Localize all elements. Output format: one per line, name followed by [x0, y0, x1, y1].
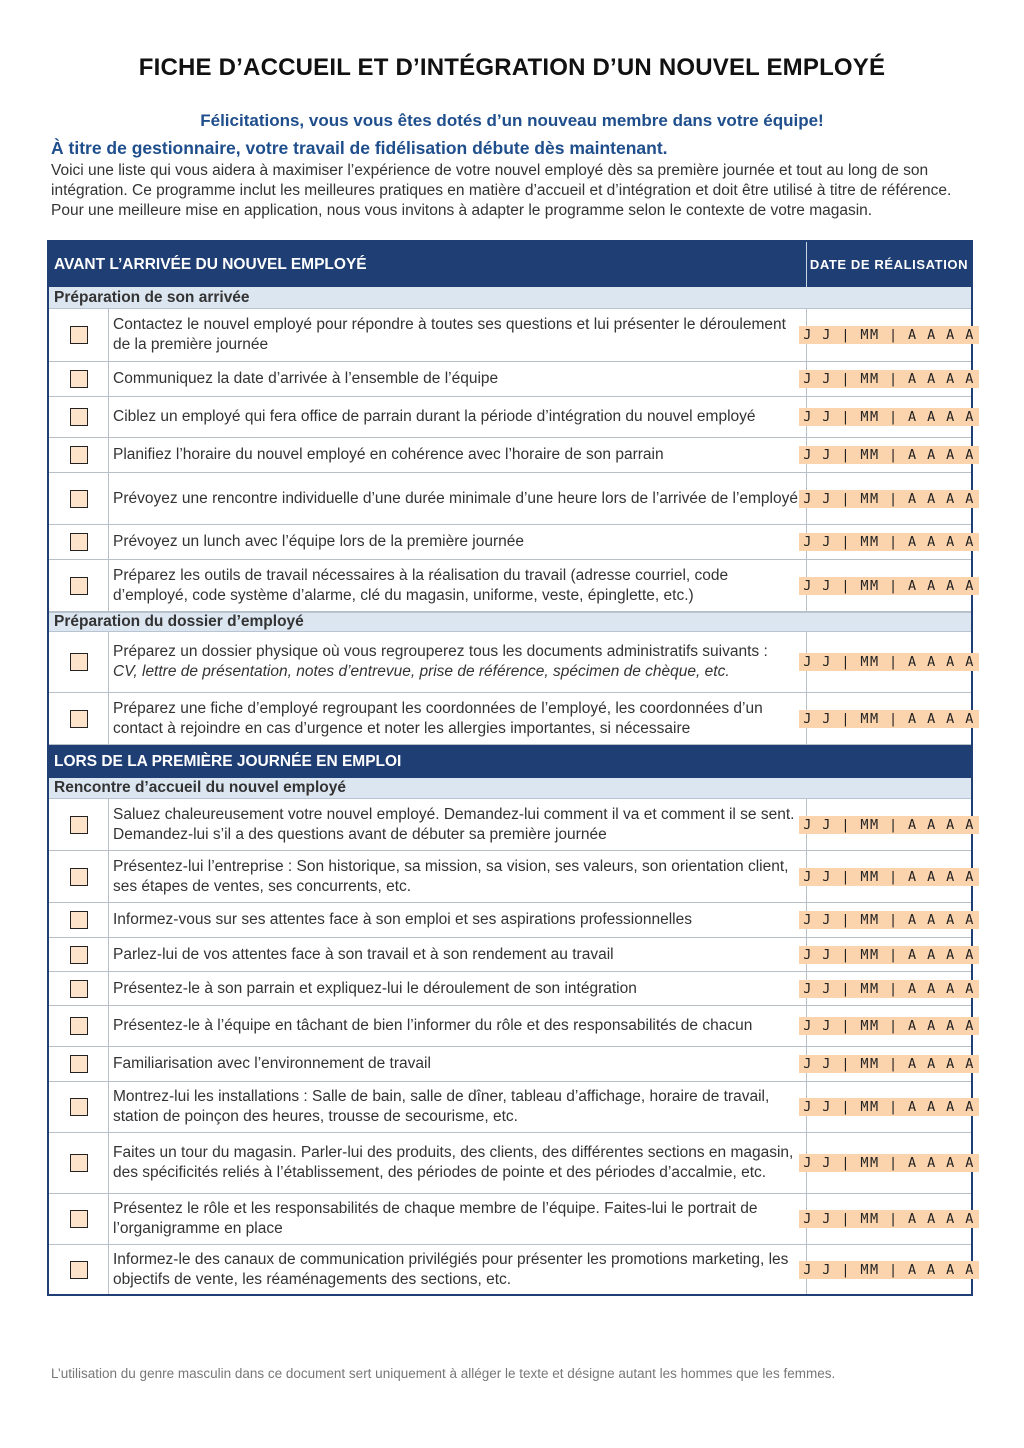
item-text: Parlez-lui de vos attentes face à son travail et à son rendement au travail	[109, 938, 807, 971]
date-field[interactable]: J J | MM | A A A A	[799, 370, 979, 388]
date-field[interactable]: J J | MM | A A A A	[799, 710, 979, 728]
section-title: LORS DE LA PREMIÈRE JOURNÉE EN EMPLOI	[54, 752, 402, 770]
manager-heading: À titre de gestionnaire, votre travail de fidélisation débute dès maintenant.	[51, 138, 668, 158]
section-header-before-arrival	[49, 242, 971, 287]
page-title: FICHE D’ACCUEIL ET D’INTÉGRATION D’UN NOUVEL EMPLOYÉ	[138, 54, 886, 81]
section-title: AVANT L’ARRIVÉE DU NOUVEL EMPLOYÉ	[54, 255, 367, 273]
checklist-item	[49, 1006, 975, 1047]
checklist-item	[49, 903, 975, 938]
checklist-item	[49, 362, 975, 397]
checkbox[interactable]	[70, 1098, 88, 1116]
checkbox[interactable]	[70, 1154, 88, 1172]
checkbox[interactable]	[70, 1017, 88, 1035]
checklist-item	[49, 560, 975, 612]
item-text: Planifiez l’horaire du nouvel employé en cohérence avec l’horaire de son parrain	[109, 438, 807, 472]
item-text: Prévoyez une rencontre individuelle d’une durée minimale d’une heure lors de l’arrivée de l’employé	[109, 473, 807, 524]
checklist-item	[49, 397, 975, 438]
date-field[interactable]: J J | MM | A A A A	[799, 1154, 979, 1172]
checklist-item	[49, 1133, 975, 1194]
checkbox[interactable]	[70, 1210, 88, 1228]
date-field[interactable]: J J | MM | A A A A	[799, 816, 979, 834]
date-field[interactable]: J J | MM | A A A A	[799, 980, 979, 998]
date-column-header: DATE DE RÉALISATION	[806, 242, 971, 287]
checklist-item	[49, 632, 975, 693]
item-text: Présentez le rôle et les responsabilités de chaque membre de l’équipe. Faites-lui le portrait de l’organigramme en place	[109, 1194, 807, 1244]
checkbox[interactable]	[70, 490, 88, 508]
item-text: Communiquez la date d’arrivée à l’ensemble de l’équipe	[109, 362, 807, 396]
date-field[interactable]: J J | MM | A A A A	[799, 490, 979, 508]
date-field[interactable]: J J | MM | A A A A	[799, 911, 979, 929]
checklist-item	[49, 851, 975, 903]
checkbox[interactable]	[70, 868, 88, 886]
checkbox[interactable]	[70, 946, 88, 964]
item-text: Ciblez un employé qui fera office de parrain durant la période d’intégration du nouvel employé	[109, 397, 807, 437]
date-field[interactable]: J J | MM | A A A A	[799, 326, 979, 344]
checklist-item	[49, 693, 975, 745]
date-field[interactable]: J J | MM | A A A A	[799, 408, 979, 426]
date-field[interactable]: J J | MM | A A A A	[799, 533, 979, 551]
checkbox[interactable]	[70, 710, 88, 728]
date-field[interactable]: J J | MM | A A A A	[799, 946, 979, 964]
checkbox[interactable]	[70, 816, 88, 834]
date-field[interactable]: J J | MM | A A A A	[799, 446, 979, 464]
item-text: Informez-vous sur ses attentes face à son emploi et ses aspirations professionnelles	[109, 903, 807, 937]
item-text: Montrez-lui les installations : Salle de bain, salle de dîner, tableau d’affichage, horaire de travail, station de poinçon des heures, trousse de secourisme, etc.	[109, 1082, 807, 1132]
footnote: L’utilisation du genre masculin dans ce document sert uniquement à alléger le texte et désigne autant les hommes que les femmes.	[51, 1366, 836, 1381]
checkbox[interactable]	[70, 370, 88, 388]
item-text: Contactez le nouvel employé pour répondre à toutes ses questions et lui présenter le déroulement de la première journée	[109, 309, 807, 361]
date-field[interactable]: J J | MM | A A A A	[799, 1261, 979, 1279]
checkbox[interactable]	[70, 408, 88, 426]
item-text: Prévoyez un lunch avec l’équipe lors de la première journée	[109, 525, 807, 559]
checkbox[interactable]	[70, 577, 88, 595]
date-field[interactable]: J J | MM | A A A A	[799, 868, 979, 886]
item-text: Saluez chaleureusement votre nouvel employé. Demandez-lui comment il va et comment il se sent. Demandez-lui s’il a des questions avant de débuter sa première journée	[109, 799, 807, 850]
checklist-item	[49, 1082, 975, 1133]
item-text-italic: CV, lettre de présentation, notes d’entrevue, prise de référence, spécimen de chèque, etc.	[113, 663, 730, 680]
checklist-table	[47, 240, 973, 1296]
section-header-first-day	[49, 745, 971, 778]
item-text: Présentez-lui l’entreprise : Son historique, sa mission, sa vision, ses valeurs, son orientation client, ses étapes de ventes, ses concurrents, etc.	[109, 851, 807, 902]
checklist-item	[49, 525, 975, 560]
checkbox[interactable]	[70, 1261, 88, 1279]
checklist-item	[49, 473, 975, 525]
checklist-item	[49, 1245, 975, 1294]
checklist-item	[49, 1194, 975, 1245]
checkbox[interactable]	[70, 326, 88, 344]
checkbox[interactable]	[70, 533, 88, 551]
date-field[interactable]: J J | MM | A A A A	[799, 1017, 979, 1035]
checklist-item	[49, 799, 975, 851]
checkbox[interactable]	[70, 911, 88, 929]
checkbox[interactable]	[70, 1055, 88, 1073]
item-text: Préparez les outils de travail nécessaires à la réalisation du travail (adresse courriel, code d’employé, code système d’alarme, clé du magasin, uniforme, veste, épinglette, etc.)	[109, 560, 807, 611]
date-field[interactable]: J J | MM | A A A A	[799, 577, 979, 595]
checklist-item	[49, 938, 975, 972]
congrats-subtitle: Félicitations, vous vous êtes dotés d’un nouveau membre dans votre équipe!	[200, 111, 824, 130]
checkbox[interactable]	[70, 653, 88, 671]
group-header-welcome-meeting: Rencontre d’accueil du nouvel employé	[49, 778, 971, 799]
group-header-employee-file: Préparation du dossier d’employé	[49, 612, 971, 632]
group-header-arrival-prep: Préparation de son arrivée	[49, 287, 971, 309]
date-field[interactable]: J J | MM | A A A A	[799, 1210, 979, 1228]
item-text: Préparez une fiche d’employé regroupant les coordonnées de l’employé, les coordonnées d’un contact à rejoindre en cas d’urgence et noter les allergies importantes, si nécessaire	[109, 693, 807, 744]
checklist-item	[49, 438, 975, 473]
date-field[interactable]: J J | MM | A A A A	[799, 1098, 979, 1116]
date-field[interactable]: J J | MM | A A A A	[799, 1055, 979, 1073]
date-field[interactable]: J J | MM | A A A A	[799, 653, 979, 671]
checkbox[interactable]	[70, 446, 88, 464]
checklist-item	[49, 1047, 975, 1082]
item-text: Faites un tour du magasin. Parler-lui des produits, des clients, des différentes sections en magasin, des spécificités reliés à l’établissement, des périodes de pointe et des périodes d’accalmie, etc.	[109, 1133, 807, 1193]
item-text: Préparez un dossier physique où vous regrouperez tous les documents administratifs suivants :	[113, 643, 768, 660]
item-text: Familiarisation avec l’environnement de travail	[109, 1047, 807, 1081]
item-text: Présentez-le à son parrain et expliquez-lui le déroulement de son intégration	[109, 972, 807, 1005]
intro-paragraph: Voici une liste qui vous aidera à maximiser l’expérience de votre nouvel employé dès sa première journée et tout au long de son intégration. Ce programme inclut les meilleures pratiques en matière d’accueil et d’intégration et doit être utilisé à titre de référence. Pour une meilleure mise en application, nous vous invitons à adapter le programme selon le contexte de votre magasin.	[51, 162, 952, 219]
item-text: Présentez-le à l’équipe en tâchant de bien l’informer du rôle et des responsabilités de chacun	[109, 1006, 807, 1046]
checklist-item	[49, 309, 975, 362]
checklist-item	[49, 972, 975, 1006]
checkbox[interactable]	[70, 980, 88, 998]
item-text: Informez-le des canaux de communication privilégiés pour présenter les promotions marketing, les objectifs de vente, les réaménagements des sections, etc.	[109, 1245, 807, 1294]
